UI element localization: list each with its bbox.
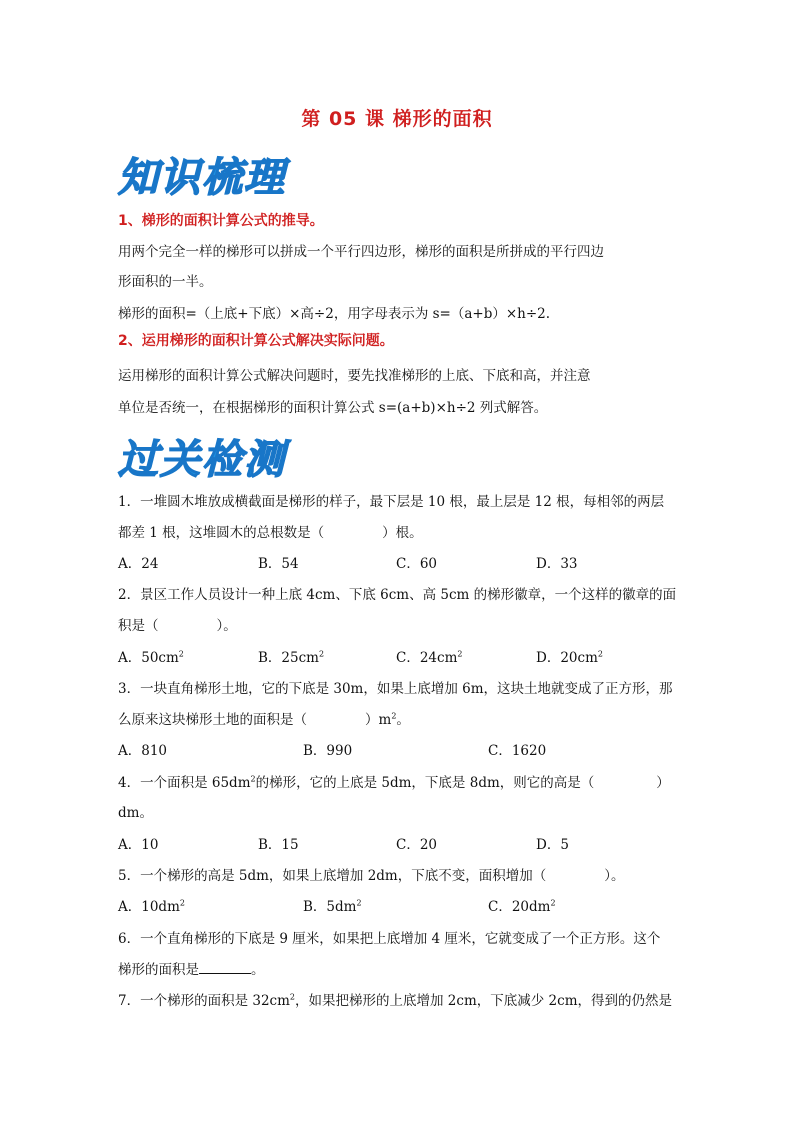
point2-title: 2、运用梯形的面积计算公式解决实际问题。 xyxy=(118,333,394,349)
question-6-stem: 梯形的面积是 xyxy=(118,962,199,978)
option-c[interactable]: C．20 xyxy=(396,837,438,853)
page-title: 第 05 课 梯形的面积 xyxy=(301,108,493,130)
option-b[interactable]: B．15 xyxy=(258,837,299,853)
question-1-line2 xyxy=(118,521,688,541)
question-7-line1: 7．一个梯形的面积是 $32cm^2$，如果把梯形的上底增加 2cm，下底减少 2cm，得到的仍然是 xyxy=(118,992,672,1009)
option-d[interactable]: D．33 xyxy=(536,556,578,572)
point1-line2: 形面积的一半。 xyxy=(118,274,213,290)
point1-title: 1、梯形的面积计算公式的推导。 xyxy=(118,213,324,229)
test-heading: 过关检测 xyxy=(118,437,286,483)
question-3-line2: 么原来这块梯形土地的面积是（ ）$m^2$。 xyxy=(118,711,410,728)
question-1-stem-end: ）根。 xyxy=(382,525,423,541)
question-2-line1: 2．景区工作人员设计一种上底 4cm、下底 6cm、高 5cm 的梯形徽章，一个这样的徽章的面 xyxy=(118,587,677,603)
question-5-line1 xyxy=(118,864,688,884)
question-6-line2 xyxy=(118,958,688,978)
option-a[interactable]: A．24 xyxy=(118,556,159,572)
question-4-line2: dm。 xyxy=(118,805,153,821)
question-2-line2 xyxy=(118,614,688,634)
option-c[interactable]: C．1620 xyxy=(488,743,547,759)
question-1-stem: 都差 1 根，这堆圆木的总根数是（ xyxy=(118,525,325,541)
option-b[interactable]: B．990 xyxy=(303,743,353,759)
question-4-stem-mid: 的梯形，它的上底是 5dm，下底是 8dm，则它的高是（ xyxy=(255,775,595,791)
question-2-stem-end: ）。 xyxy=(216,618,237,634)
option-a[interactable]: A．10 xyxy=(118,837,159,853)
option-c[interactable]: C．$24cm^2$ xyxy=(396,649,463,666)
question-4-stem-end: ） xyxy=(656,775,670,791)
question-3-stem: 么原来这块梯形土地的面积是（ xyxy=(118,712,307,728)
question-5-stem: 5．一个梯形的高是 5dm，如果上底增加 2dm，下底不变，面积增加（ xyxy=(118,868,547,884)
question-5-stem-end: ）。 xyxy=(604,868,625,884)
option-b[interactable]: B．$5dm^2$ xyxy=(303,898,362,915)
question-2-stem: 积是（ xyxy=(118,618,159,634)
point1-formula: 梯形的面积=（上底+下底）×高÷2，用字母表示为 s=（a+b）×h÷2. xyxy=(118,306,551,322)
option-b[interactable]: B．$25cm^2$ xyxy=(258,649,325,666)
question-4-line1: 4．一个面积是 $65dm^2$的梯形，它的上底是 5dm，下底是 8dm，则它的高是（ ） xyxy=(118,774,670,791)
point2-line1: 运用梯形的面积计算公式解决问题时，要先找准梯形的上底、下底和高，并注意 xyxy=(118,368,591,384)
question-7-stem-cont: ，如果把梯形的上底增加 2cm，下底减少 2cm，得到的仍然是 xyxy=(295,993,672,1009)
option-d[interactable]: D．5 xyxy=(536,837,569,853)
question-1-line1: 1．一堆圆木堆放成横截面是梯形的样子，最下层是 10 根，最上层是 12 根，每相邻的两层 xyxy=(118,494,665,510)
question-3-line1: 3．一块直角梯形土地，它的下底是 30m，如果上底增加 6m，这块土地就变成了正方形，那 xyxy=(118,681,673,697)
point2-line2: 单位是否统一，在根据梯形的面积计算公式 s=(a+b)×h÷2 列式解答。 xyxy=(118,400,548,416)
point1-line1: 用两个完全一样的梯形可以拼成一个平行四边形，梯形的面积是所拼成的平行四边 xyxy=(118,244,604,260)
answer-underline[interactable] xyxy=(199,960,251,974)
option-c[interactable]: C．60 xyxy=(396,556,438,572)
question-4-stem: 4．一个面积是 65dm xyxy=(118,775,251,791)
option-a[interactable]: A．810 xyxy=(118,743,168,759)
question-6-line1: 6．一个直角梯形的下底是 9 厘米，如果把上底增加 4 厘米，它就变成了一个正方形。这个 xyxy=(118,931,661,947)
option-a[interactable]: A．$10dm^2$ xyxy=(118,898,185,915)
option-c[interactable]: C．$20dm^2$ xyxy=(488,898,556,915)
option-d[interactable]: D．$20cm^2$ xyxy=(536,649,603,666)
option-b[interactable]: B．54 xyxy=(258,556,299,572)
knowledge-heading: 知识梳理 xyxy=(118,155,286,201)
question-6-stem-end: 。 xyxy=(251,962,265,978)
option-a[interactable]: A．$50cm^2$ xyxy=(118,649,184,666)
question-3-stem-end: ）m xyxy=(365,712,392,728)
question-7-stem: 7．一个梯形的面积是 32cm xyxy=(118,993,290,1009)
